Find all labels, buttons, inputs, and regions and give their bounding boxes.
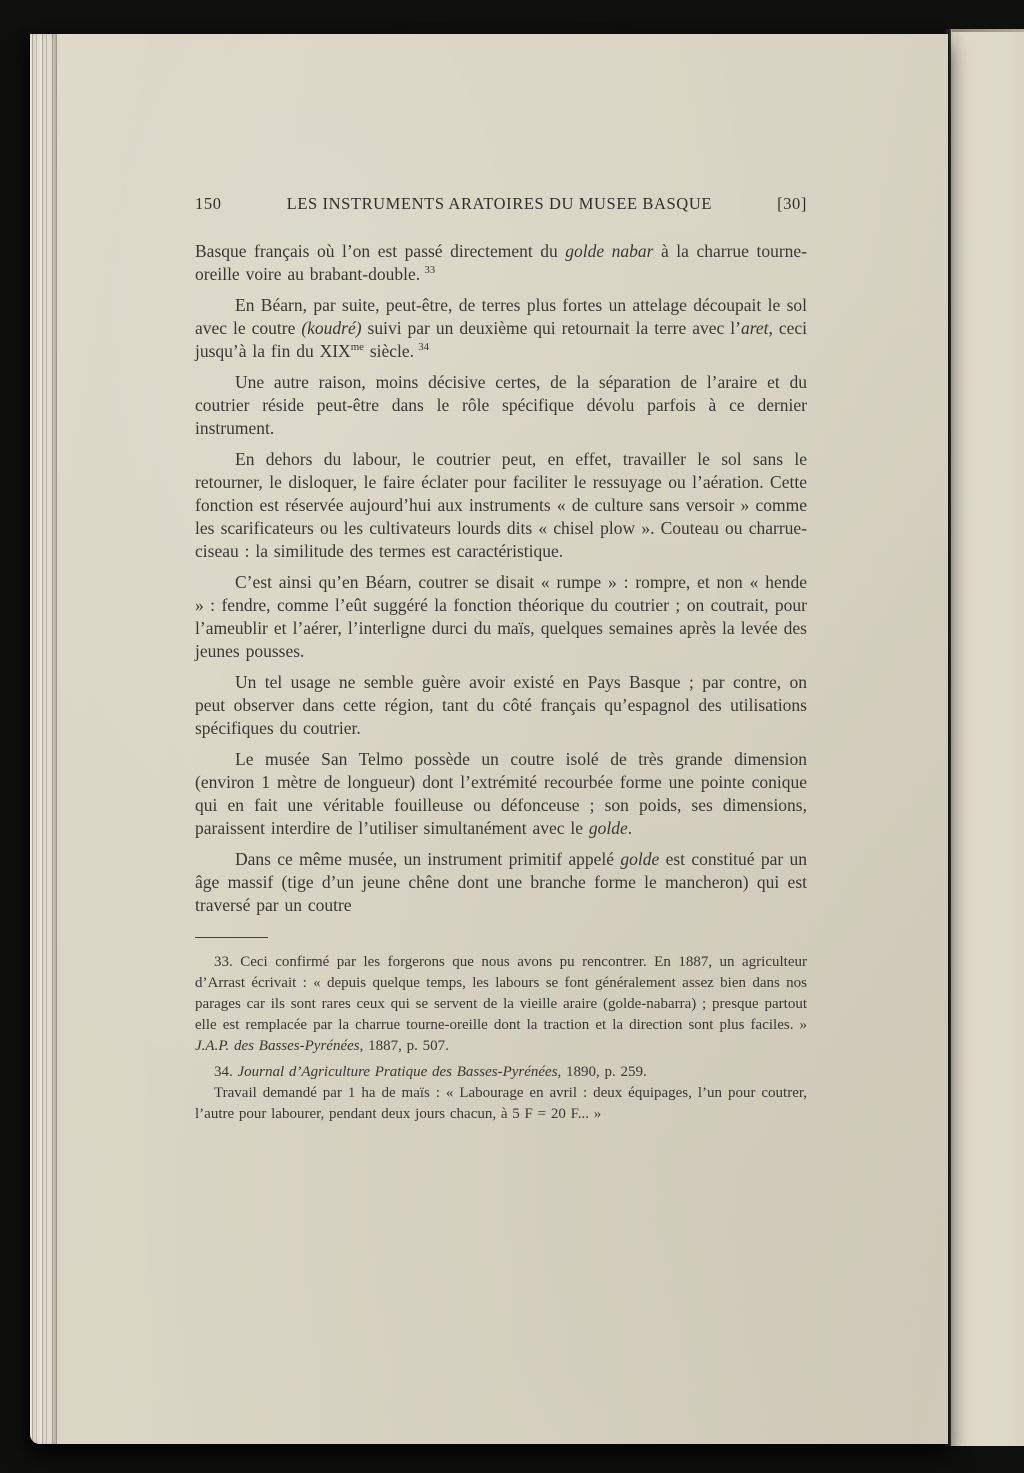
page-content	[195, 34, 807, 1130]
paragraph: Le musée San Telmo possède un coutre isolé de très grande dimension (environ 1 mètre de longueur) dont l’extrémité recourbée forme une pointe conique qui en fait une véritable fouilleuse ou défonceuse ; son poids, ses dimensions, paraissent interdire de l’utiliser simultanément avec le golde.	[195, 749, 807, 838]
running-header-title: LES INSTRUMENTS ARATOIRES DU MUSEE BASQUE	[286, 194, 713, 213]
footnote	[195, 952, 807, 1057]
facing-page-edge	[951, 29, 1024, 1446]
paragraph: En dehors du labour, le coutrier peut, en effet, travailler le sol sans le retourner, le disloquer, le faire éclater pour faciliter le ressuyage ou l’aération. Cette fonction est réservée aujourd’hui aux instruments « de culture sans versoir » comme les scarificateurs ou les cultivateurs lourds dits « chisel plow ». Couteau ou charrue-ciseau : la similitude des termes est caractéristique.	[195, 449, 807, 561]
running-header	[195, 194, 807, 214]
footnote-paragraph: Travail demandé par 1 ha de maïs : « Labourage en avril : deux équipages, l’un pour coutrer, l’autre pour labourer, pendant deux jours chacun, à 5 F = 20 F... »	[195, 1085, 807, 1122]
page-stack-edges	[30, 34, 57, 1444]
footnote-rule	[195, 937, 268, 938]
book-page	[30, 34, 948, 1444]
footnote-paragraph: 33. Ceci confirmé par les forgerons que nous avons pu rencontrer. En 1887, un agriculteur d’Arrast écrivait : « depuis quelque temps, les labours se font généralement assez bien dans nos parages car ils sont rares ceux qui se servent de la vieille araire (golde-nabarra) ; presque partout elle est remplacée par la charrue tourne-oreille dont la traction et la direction sont plus faciles. » J.A.P. des Basses-Pyrénées, 1887, p. 507.	[195, 954, 807, 1054]
paragraph: Une autre raison, moins décisive certes, de la séparation de l’araire et du coutrier réside peut-être dans le rôle spécifique dévolu parfois à ce dernier instrument.	[195, 372, 807, 438]
page-number: 150	[195, 194, 222, 213]
paragraph: Un tel usage ne semble guère avoir existé en Pays Basque ; par contre, on peut observer dans cette région, tant du côté français qu’espagnol des utilisations spécifiques du coutrier.	[195, 672, 807, 738]
header-bracket-marker: [30]	[777, 194, 807, 213]
paragraph: C’est ainsi qu’en Béarn, coutrer se disait « rumpe » : rompre, et non « hende » : fendre, comme l’eût suggéré la fonction théorique du coutrier ; on coutrait, pour l’ameublir et l’aérer, l’interligne durci du maïs, quelques semaines après la levée des jeunes pousses.	[195, 572, 807, 661]
footnote-paragraph: 34. Journal d’Agriculture Pratique des Basses-Pyrénées, 1890, p. 259.	[214, 1064, 647, 1080]
paragraph: Dans ce même musée, un instrument primitif appelé golde est constitué par un âge massif (tige d’un jeune chêne dont une branche forme le mancheron) qui est traversé par un coutre	[195, 849, 808, 915]
paragraph: En Béarn, par suite, peut-être, de terres plus fortes un attelage découpait le sol avec le coutre (koudré) suivi par un deuxième qui retournait la terre avec l’aret, ceci jusqu’à la fin du $XIX^{me}$ siècle. $^{34}$	[195, 295, 808, 361]
body-text	[195, 240, 807, 917]
paragraph: Basque français où l’on est passé directement du golde nabar à la charrue tourne-oreille voire au brabant-double. $^{33}$	[195, 241, 807, 284]
footnote	[195, 1062, 807, 1125]
footnotes	[195, 952, 807, 1125]
